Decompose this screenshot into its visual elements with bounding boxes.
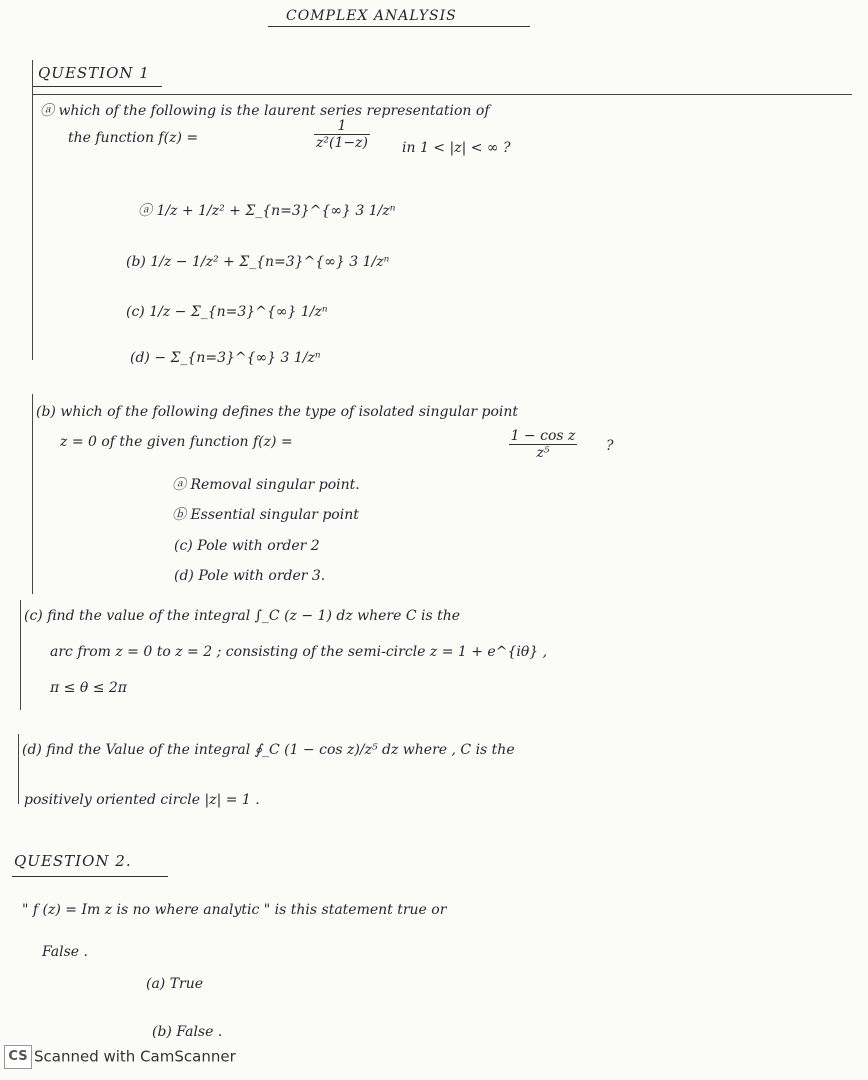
q1b-line1: (b) which of the following defines the type of isolated singular point [36, 404, 519, 420]
camscanner-watermark [4, 1045, 236, 1069]
q1b-option-c: (c) Pole with order 2 [174, 538, 320, 554]
q1a-option-d: (d) − Σ_{n=3}^{∞} 3 1/zⁿ [130, 350, 321, 366]
page-title: COMPLEX ANALYSIS [286, 8, 457, 24]
q2-heading: QUESTION 2. [14, 852, 132, 870]
title-underline [268, 26, 530, 27]
q1b-option-d: (d) Pole with order 3. [174, 568, 326, 584]
camscanner-text: Scanned with CamScanner [34, 1047, 236, 1066]
q1a-option-a: ⓐ 1/z + 1/z² + Σ_{n=3}^{∞} 3 1/zⁿ [138, 203, 396, 219]
q1a-line1: ⓐ which of the following is the laurent series representation of [40, 103, 490, 119]
q1a-option-c: (c) 1/z − Σ_{n=3}^{∞} 1/zⁿ [126, 304, 328, 320]
q1a-line2a: the function f(z) = [68, 130, 199, 146]
q1b-question-mark: ? [606, 438, 614, 454]
q1b-line2a: z = 0 of the given function f(z) = [60, 434, 293, 450]
q1b-fn-numerator: 1 − cos z [510, 428, 576, 444]
q2-heading-underline [12, 876, 168, 877]
q1b-option-a: ⓐ Removal singular point. [172, 477, 360, 493]
q1b-fn-denominator: z⁵ [536, 445, 550, 461]
q2-line1: " f (z) = Im z is no where analytic " is this statement true or [22, 902, 447, 918]
q1a-fn-numerator: 1 [314, 118, 370, 135]
q1c-line2: arc from z = 0 to z = 2 ; consisting of the semi-circle z = 1 + e^{iθ} , [50, 644, 548, 660]
q1c-line1: (c) find the value of the integral ∫_C (z − 1) dz where C is the [24, 608, 461, 624]
q1a-option-b: (b) 1/z − 1/z² + Σ_{n=3}^{∞} 3 1/zⁿ [126, 254, 390, 270]
q1-left-rule [32, 60, 33, 360]
q2-option-a: (a) True [146, 976, 204, 992]
q1d-left-rule [18, 734, 19, 804]
q1a-fn-denominator: z²(1−z) [316, 135, 368, 151]
q1c-line3: π ≤ θ ≤ 2π [50, 680, 127, 696]
q1d-line2: positively oriented circle |z| = 1 . [24, 792, 260, 808]
q1-top-rule [32, 94, 852, 95]
q2-line2: False . [42, 944, 88, 960]
q1a-function-fraction [292, 118, 392, 151]
camscanner-logo-icon: CS [4, 1045, 32, 1069]
q1c-left-rule [20, 600, 21, 710]
q1b-function-fraction [488, 428, 598, 461]
q1b-left-rule [32, 394, 33, 594]
q1d-line1: (d) find the Value of the integral ∮_C (1 − cos z)/z⁵ dz where , C is the [22, 742, 515, 758]
q1a-line2b: in 1 < |z| < ∞ ? [402, 140, 511, 156]
q1-heading: QUESTION 1 [38, 64, 150, 82]
q1b-option-b: ⓑ Essential singular point [172, 507, 359, 523]
q2-option-b: (b) False . [152, 1024, 223, 1040]
